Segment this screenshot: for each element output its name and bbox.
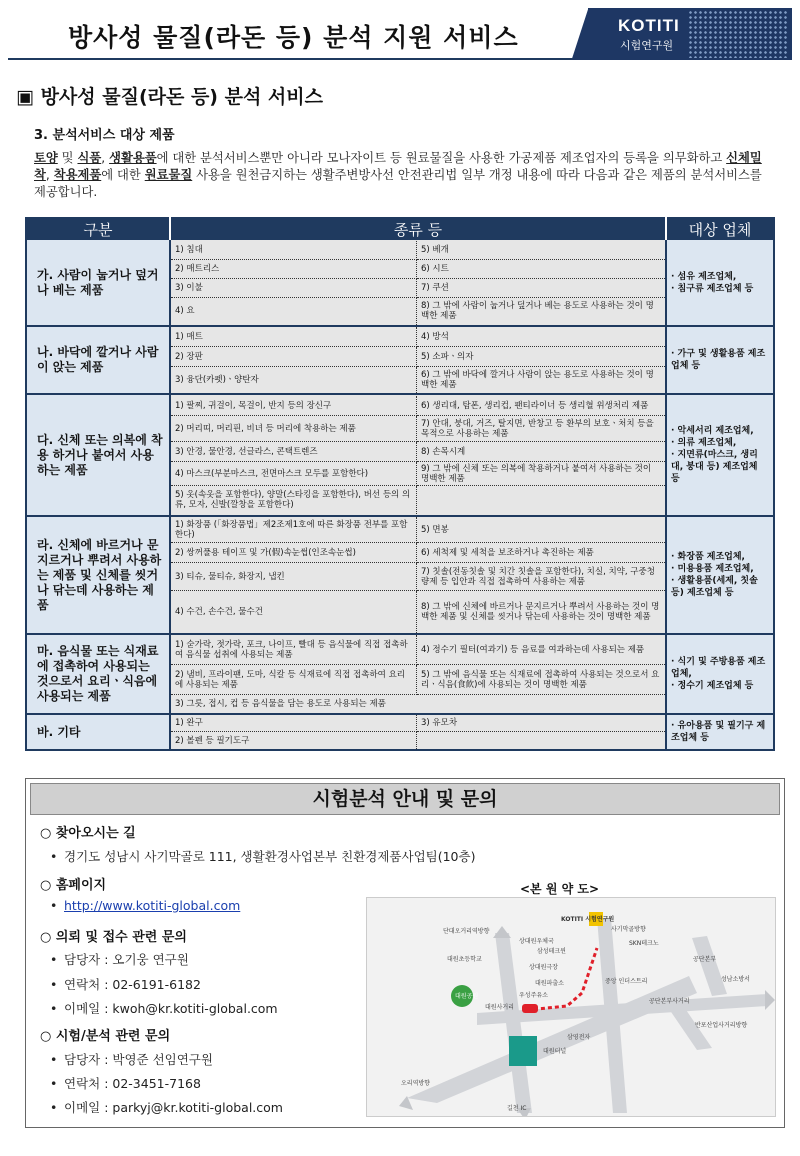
item: 2) 머리띠, 머리핀, 비녀 등 머리에 착용하는 제품: [171, 416, 417, 442]
map-label: 대원파출소: [535, 980, 564, 987]
header-target: 대상 업체: [666, 218, 774, 240]
item: 8) 손목시계: [417, 442, 665, 462]
category-cell: 마. 음식물 또는 식재료에 접촉하여 사용되는 것으로서 요리ㆍ식음에 사용되는 제품: [26, 634, 170, 714]
table-row: [26, 634, 774, 714]
item: 7) 칫솔(전동칫솔 및 치간 칫솔을 포함한다), 치실, 치약, 구중청량제 등 입안과 직접 접촉하여 사용하는 제품: [417, 563, 665, 591]
item-empty: [417, 732, 665, 749]
arrow-icon: [765, 990, 775, 1010]
map-label: 대원초등학교: [447, 956, 482, 963]
item: 6) 그 밖에 바닥에 깔거나 사람이 앉는 용도로 사용하는 것이 명백한 제품: [421, 370, 654, 390]
item: 7) 쿠션: [417, 279, 665, 298]
items-cell: [170, 714, 666, 750]
category-cell: 라. 신체에 바르거나 문지르거나 뿌려서 사용하는 제품 및 신체를 씻거나 닦는데 사용하는 제품: [26, 516, 170, 634]
item: 1) 완구: [171, 715, 417, 732]
map-label: 길천 IC: [507, 1105, 527, 1112]
header-category: 구분: [26, 218, 170, 240]
table-header-row: [26, 218, 774, 240]
map-label: 사기막골방향: [611, 926, 646, 933]
map-label: 대원공원: [455, 993, 479, 1000]
request-person: • 담당자 : 오기웅 연구원: [50, 952, 189, 967]
table-row: [26, 326, 774, 394]
test-phone: • 연락처 : 02-3451-7168: [50, 1076, 201, 1091]
category-cell: 가. 사람이 눕거나 덮거나 베는 제품: [26, 240, 170, 326]
item: 1) 매트: [171, 327, 417, 347]
logo-main-text: KOTITI: [618, 16, 680, 35]
map-label: 상대원우체국: [519, 938, 554, 945]
item: 2) 쌍꺼풀용 테이프 및 가(假)속눈썹(인조속눈썹): [171, 543, 417, 563]
target-cell: · 가구 및 생활용품 제조업체 등: [666, 326, 774, 394]
item: 7) 안대, 붕대, 거즈, 탈지면, 반창고 등 환부의 보호ㆍ처치 등을 목적으로 사용하는 제품: [417, 416, 665, 442]
intro-paragraph: 토양 및 식품, 생활용품에 대한 분석서비스뿐만 아니라 모나자이트 등 원료물질을 사용한 가공제품 제조업자의 등록을 의무화하고 신체밀착, 착용제품에 대한 원료물질 사용을 원천금지하는 생활주변방사선 안전관리법 일부 개정 내용에 따라 다음과 같은 제품의 분석서비스를 제공합니다.: [34, 151, 762, 199]
items-cell: [170, 516, 666, 634]
item: 2) 장판: [171, 347, 417, 367]
item: 4) 방석: [417, 327, 665, 347]
item: 5) 그 밖에 음식물 또는 식재료에 접촉하여 사용되는 것으로서 요리ㆍ식음(食飮)에 사용되는 것이 명백한 제품: [417, 665, 665, 695]
tunnel-marker: [509, 1036, 537, 1066]
item: 4) 수건, 손수건, 물수건: [171, 591, 417, 633]
items-cell: [170, 634, 666, 714]
map-label: 공단본부사거리: [649, 998, 690, 1005]
item: 3) 티슈, 물티슈, 화장지, 냅킨: [171, 563, 417, 591]
map-label: 공단본부: [693, 956, 717, 963]
item: 3) 그릇, 접시, 컵 등 음식물을 담는 용도로 사용되는 제품: [175, 699, 386, 709]
item: 3) 유모차: [417, 715, 665, 732]
table-row: [26, 714, 774, 750]
item: 2) 냄비, 프라이팬, 도마, 식칼 등 식재료에 직접 접촉하여 요리에 사용되는 제품: [171, 665, 417, 695]
map-road: [692, 936, 727, 996]
request-phone: • 연락처 : 02-6191-6182: [50, 977, 201, 992]
section-title: ▣ 방사성 물질(라돈 등) 분석 서비스: [16, 86, 323, 108]
category-cell: 나. 바닥에 깔거나 사람이 앉는 제품: [26, 326, 170, 394]
target-cell: · 섬유 제조업체, · 침구류 제조업체 등: [666, 240, 774, 326]
item: 6) 생리대, 탐폰, 생리컵, 팬티라이너 등 생리혈 위생처리 제품: [417, 396, 665, 416]
page-title: 방사성 물질(라돈 등) 분석 지원 서비스: [68, 23, 519, 52]
item: 9) 그 밖에 신체 또는 의복에 착용하거나 붙여서 사용하는 것이 명백한 제품: [417, 462, 665, 486]
target-cell: · 식기 및 주방용품 제조업체, · 정수기 제조업체 등: [666, 634, 774, 714]
visit-heading: ○ 찾아오시는 길: [40, 826, 136, 841]
map-label: 단대오거리역방향: [443, 928, 490, 935]
item: 5) 면봉: [417, 517, 665, 543]
target-cell: · 유아용품 및 필기구 제조업체 등: [666, 714, 774, 750]
item: 1) 화장품 (「화장품법」제2조제1호에 따른 화장품 전부를 포함한다): [171, 517, 417, 543]
website-item: • http://www.kotiti-global.com: [50, 898, 241, 913]
target-products-table: [25, 217, 775, 751]
category-cell: 바. 기타: [26, 714, 170, 750]
item-empty: [417, 486, 665, 514]
item: 2) 매트리스: [171, 260, 417, 279]
table-row: [26, 516, 774, 634]
item: 6) 시트: [417, 260, 665, 279]
item: 5) 소파ㆍ의자: [417, 347, 665, 367]
world-map-dots-icon: [688, 10, 788, 58]
map-label: 상대원극장: [529, 964, 558, 971]
item: 4) 요: [171, 298, 417, 325]
map-label: 성남소방서: [721, 976, 750, 983]
arrow-icon: [493, 926, 511, 938]
map-label: 삼영전자: [567, 1034, 591, 1041]
request-email: • 이메일 : kwoh@kr.kotiti-global.com: [50, 1001, 278, 1016]
visit-address: • 경기도 성남시 사기막골로 111, 생활환경사업본부 친환경제품사업팀(10층): [50, 849, 476, 864]
kotiti-logo: [588, 8, 792, 60]
test-email: • 이메일 : parkyj@kr.kotiti-global.com: [50, 1100, 283, 1115]
logo-sub-text: 시험연구원: [620, 39, 674, 52]
items-cell: [170, 326, 666, 394]
test-person: • 담당자 : 박영준 선임연구원: [50, 1052, 213, 1067]
item: 1) 숟가락, 젓가락, 포크, 나이프, 빨대 등 음식물에 직접 접촉하여 음식물 섭취에 사용되는 제품: [171, 635, 417, 665]
item: 1) 팔찌, 귀걸이, 목걸이, 반지 등의 장신구: [171, 396, 417, 416]
map-label: 대원터널: [543, 1048, 567, 1055]
request-heading: ○ 의뢰 및 접수 관련 문의: [40, 930, 187, 945]
target-cell: · 악세서리 제조업체, · 의류 제조업체, · 지면류(마스크, 생리대, 붕대 등) 제조업체 등: [666, 394, 774, 516]
page-header: [8, 8, 792, 60]
map-label: 우성주유소: [519, 992, 548, 999]
header-types: 종류 등: [170, 218, 666, 240]
map-label: 중앙 인더스트리: [605, 978, 648, 985]
map-label: 삼성테크윈: [537, 948, 566, 955]
map-label: KOTITI 시험연구원: [561, 916, 615, 923]
item: 4) 정수기 필터(여과기) 등 음료를 여과하는데 사용되는 제품: [417, 635, 665, 665]
website-heading: ○ 홈페이지: [40, 878, 107, 893]
item: 3) 안경, 물안경, 선글라스, 콘택트렌즈: [171, 442, 417, 462]
items-cell: [170, 394, 666, 516]
test-heading: ○ 시험/분석 관련 문의: [40, 1029, 171, 1044]
table-row: [26, 240, 774, 326]
category-cell: 다. 신체 또는 의복에 착용 하거나 붙여서 사용하는 제품: [26, 394, 170, 516]
map-label: 반포산업사거리방향: [695, 1022, 748, 1029]
target-cell: · 화장품 제조업체, · 미용용품 제조업체, · 생활용품(세제, 칫솔 등) 제조업체 등: [666, 516, 774, 634]
item: 5) 베개: [417, 241, 665, 260]
item: 1) 침대: [171, 241, 417, 260]
contact-title: 시험분석 안내 및 문의: [30, 783, 780, 815]
item: 3) 융단(카펫)ㆍ양탄자: [171, 367, 417, 393]
map-label: SKN테크노: [629, 940, 659, 947]
table-row: [26, 394, 774, 516]
item: 3) 이불: [171, 279, 417, 298]
map-label: 대원사거리: [485, 1004, 514, 1011]
location-map: [366, 897, 776, 1117]
map-caption: <본 원 약 도>: [520, 882, 600, 896]
map-label: 오리역방향: [401, 1080, 430, 1087]
item: 5) 옷(속옷을 포함한다), 양말(스타킹을 포함한다), 버선 등의 의류, 모자, 신발(깔창을 포함한다): [171, 486, 417, 514]
item: 8) 그 밖에 사람이 눕거나 덮거나 베는 용도로 사용하는 것이 명백한 제품: [421, 301, 654, 321]
items-cell: [170, 240, 666, 326]
item: 2) 볼펜 등 필기도구: [171, 732, 417, 749]
car-icon: [522, 1004, 538, 1013]
item: 4) 마스크(부분마스크, 전면마스크 모두를 포함한다): [171, 462, 417, 486]
item: 6) 세척제 및 세척을 보조하거나 촉진하는 제품: [417, 543, 665, 563]
subsection-title: 3. 분석서비스 대상 제품: [34, 128, 175, 143]
website-link[interactable]: http://www.kotiti-global.com: [64, 898, 241, 913]
item: 8) 그 밖에 신체에 바르거나 문지르거나 뿌려서 사용하는 것이 명백한 제품 및 신체를 씻거나 닦는데 사용하는 것이 명백한 제품: [421, 602, 660, 622]
